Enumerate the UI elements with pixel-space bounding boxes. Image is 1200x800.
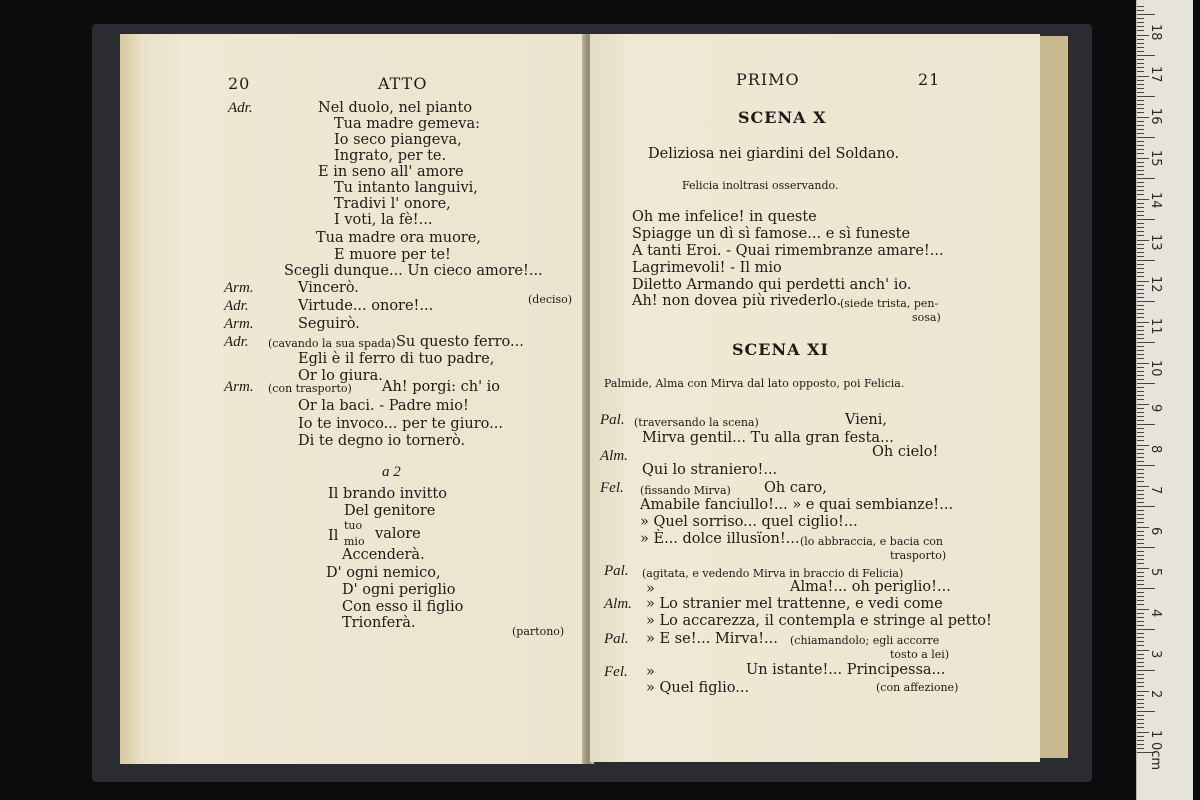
ruler-tick xyxy=(1137,522,1144,523)
ruler-tick xyxy=(1137,654,1144,655)
stage-direction: (fissando Mirva) xyxy=(640,484,731,497)
ruler-tick xyxy=(1137,358,1144,359)
verse-line: E muore per te! xyxy=(334,247,451,263)
ruler-tick xyxy=(1137,194,1144,195)
ruler-tick xyxy=(1137,350,1144,351)
ruler-tick xyxy=(1137,379,1144,380)
ruler-tick xyxy=(1137,572,1144,573)
ruler-tick xyxy=(1137,494,1144,495)
ruler-tick xyxy=(1137,457,1144,458)
verse-line: Tradivi l' onore, xyxy=(334,196,451,212)
duet-line: Del genitore xyxy=(344,503,436,519)
speaker: Adr. xyxy=(224,334,249,350)
verse-line: Mirva gentil... Tu alla gran festa... xyxy=(642,430,894,446)
ruler-tick xyxy=(1137,354,1144,355)
speaker: Arm. xyxy=(224,316,254,332)
ruler-tick xyxy=(1137,461,1144,462)
verse-line: E in seno all' amore xyxy=(318,164,464,180)
ruler-tick xyxy=(1137,531,1144,532)
ruler-number: 7 xyxy=(1148,486,1163,495)
ruler-tick xyxy=(1137,317,1144,318)
ruler-tick xyxy=(1137,736,1144,737)
ruler-tick xyxy=(1137,740,1144,741)
verse-line: Diletto Armando qui perdetti anch' io. xyxy=(632,277,912,293)
ruler-tick xyxy=(1137,744,1144,745)
ruler-number: 4 xyxy=(1148,609,1163,618)
ruler-tick xyxy=(1137,555,1144,556)
ruler-tick xyxy=(1137,514,1144,515)
stage-direction: Felicia inoltrasi osservando. xyxy=(682,179,839,192)
ruler-tick xyxy=(1137,686,1144,687)
ruler-tick xyxy=(1137,580,1144,581)
scene-title: SCENA XI xyxy=(732,340,829,359)
ruler-number: 10 xyxy=(1148,360,1163,377)
ruler-tick xyxy=(1137,186,1144,187)
verse-line: » Quel figlio... xyxy=(646,680,750,696)
ruler-tick xyxy=(1137,432,1144,433)
ruler-number: 15 xyxy=(1148,150,1163,167)
verse-line: Tua madre gemeva: xyxy=(334,116,480,132)
left-page xyxy=(120,34,585,764)
ruler-tick xyxy=(1137,563,1144,564)
stage-direction: (agitata, e vedendo Mirva in braccio di Felicia) xyxy=(642,567,904,580)
ruler-tick xyxy=(1137,395,1144,396)
verse-line: Tu intanto languivi, xyxy=(334,180,478,196)
ruler-tick xyxy=(1137,125,1144,126)
stage-direction: (lo abbraccia, e bacia con xyxy=(800,535,943,548)
stage-direction: (con affezione) xyxy=(876,681,959,694)
ruler-tick xyxy=(1137,227,1144,228)
ruler-tick xyxy=(1137,412,1144,413)
stage-direction: sosa) xyxy=(912,311,941,324)
ruler-tick xyxy=(1137,80,1144,81)
verse-line: Vieni, xyxy=(845,412,888,428)
ruler-tick xyxy=(1137,207,1144,208)
verse-line: Tua madre ora muore, xyxy=(316,230,481,246)
ruler-tick xyxy=(1137,633,1144,634)
verse-line: Or lo giura. xyxy=(298,368,383,384)
ruler-tick xyxy=(1137,551,1144,552)
ruler-tick xyxy=(1137,596,1144,597)
ruler-tick xyxy=(1137,18,1144,19)
ruler-tick xyxy=(1137,268,1144,269)
ruler-tick xyxy=(1137,108,1144,109)
ruler-number: 13 xyxy=(1148,234,1163,251)
ruler-tick xyxy=(1137,473,1144,474)
ruler-number: 1 xyxy=(1148,730,1163,739)
ruler-tick xyxy=(1137,203,1144,204)
ruler-tick xyxy=(1137,166,1144,167)
ruler-tick xyxy=(1137,190,1144,191)
ruler-tick xyxy=(1137,264,1144,265)
ruler-number: 16 xyxy=(1148,108,1163,125)
ruler-tick xyxy=(1137,289,1144,290)
ruler-tick xyxy=(1137,223,1144,224)
ruler-tick xyxy=(1137,30,1144,31)
ruler-tick xyxy=(1137,43,1144,44)
speaker: Alm. xyxy=(604,596,632,612)
ruler-tick xyxy=(1137,449,1144,450)
ruler-tick xyxy=(1137,375,1144,376)
ruler-tick xyxy=(1137,330,1144,331)
ruler-tick xyxy=(1137,518,1144,519)
ruler-tick xyxy=(1137,10,1144,11)
verse-line: Spiagge un dì sì famose... e sì funeste xyxy=(632,226,911,242)
duet-line: Il brando invitto xyxy=(328,486,447,502)
ruler-number: 9 xyxy=(1148,404,1163,413)
cast-list: Palmide, Alma con Mirva dal lato opposto, poi Felicia. xyxy=(604,377,905,390)
ruler-tick xyxy=(1137,600,1144,601)
ruler-tick xyxy=(1137,256,1144,257)
page-edges xyxy=(1040,36,1068,758)
ruler-tick xyxy=(1137,141,1144,142)
ruler-tick xyxy=(1137,543,1144,544)
ruler-tick xyxy=(1137,47,1144,48)
ruler-tick xyxy=(1137,182,1144,183)
verse-line: Scegli dunque... Un cieco amore!... xyxy=(284,263,543,279)
speaker: Adr. xyxy=(228,100,253,116)
speaker: Arm. xyxy=(224,379,254,395)
stage-direction: tosto a lei) xyxy=(890,648,950,661)
ruler-number: 14 xyxy=(1148,192,1163,209)
stage-direction: (cavando la sua spada) xyxy=(268,337,396,350)
ruler-number: 0cm xyxy=(1148,742,1163,771)
ruler-tick xyxy=(1137,211,1144,212)
ruler-tick xyxy=(1137,248,1144,249)
ruler-tick xyxy=(1137,63,1144,64)
ruler-tick xyxy=(1137,104,1144,105)
ruler-tick xyxy=(1137,272,1144,273)
ruler-tick xyxy=(1137,244,1144,245)
ruler-tick xyxy=(1137,297,1144,298)
ruler-tick xyxy=(1137,399,1144,400)
ruler-tick xyxy=(1137,121,1144,122)
ruler-tick xyxy=(1137,604,1144,605)
ruler-tick xyxy=(1137,592,1144,593)
ruler-number: 2 xyxy=(1148,690,1163,699)
verse-line: Io seco piangeva, xyxy=(334,132,462,148)
verse-line: Qui lo straniero!... xyxy=(642,462,778,478)
ruler-tick xyxy=(1137,621,1144,622)
ruler-tick xyxy=(1137,695,1144,696)
ruler-tick xyxy=(1137,88,1144,89)
ruler-tick xyxy=(1137,174,1144,175)
ruler-tick xyxy=(1137,453,1144,454)
ruler-tick xyxy=(1137,719,1144,720)
ruler-tick xyxy=(1137,305,1144,306)
ruler-tick xyxy=(1137,170,1144,171)
ruler-tick xyxy=(1137,326,1144,327)
ruler-tick xyxy=(1137,666,1144,667)
ruler-tick xyxy=(1137,153,1144,154)
verse-line: » Quel sorriso... quel ciglio!... xyxy=(640,514,858,530)
duet-line: D' ogni nemico, xyxy=(326,565,441,581)
ruler-tick xyxy=(1137,26,1144,27)
ruler-tick xyxy=(1137,436,1144,437)
ruler-tick xyxy=(1137,678,1144,679)
ruler-tick xyxy=(1137,408,1144,409)
ruler-tick xyxy=(1137,576,1144,577)
ruler-tick xyxy=(1137,276,1144,277)
ruler-tick xyxy=(1137,367,1144,368)
ruler-tick xyxy=(1137,309,1144,310)
stage-direction: (con trasporto) xyxy=(268,382,352,395)
duet-line: Il xyxy=(328,528,339,544)
duet-line: Con esso il figlio xyxy=(342,599,464,615)
ruler-tick xyxy=(1137,637,1144,638)
speaker: Pal. xyxy=(600,412,625,428)
verse-line: Io te invoco... per te giuro... xyxy=(298,416,503,432)
ruler-tick xyxy=(1137,559,1144,560)
ruler-number: 6 xyxy=(1148,527,1163,536)
ruler-tick xyxy=(1137,613,1144,614)
ruler-tick xyxy=(1137,92,1144,93)
ruler-tick xyxy=(1137,645,1144,646)
stage-direction: (traversando la scena) xyxy=(634,416,759,429)
duet-line: mio xyxy=(344,535,365,548)
duet-line: valore xyxy=(375,526,421,542)
ruler-tick xyxy=(1137,71,1144,72)
right-page xyxy=(590,34,1040,762)
ruler-tick xyxy=(1137,490,1144,491)
ruler-tick xyxy=(1137,67,1144,68)
ruler-tick xyxy=(1137,371,1144,372)
ruler-tick xyxy=(1137,477,1144,478)
page-number: 20 xyxy=(228,74,251,93)
ruler-tick xyxy=(1137,658,1144,659)
ruler-tick xyxy=(1137,416,1144,417)
ruler-tick xyxy=(1137,235,1144,236)
ruler-tick xyxy=(1137,100,1144,101)
ruler-number: 5 xyxy=(1148,568,1163,577)
ruler-number: 3 xyxy=(1148,650,1163,659)
verse-line: Ingrato, per te. xyxy=(334,148,447,164)
stage-direction: (siede trista, pen- xyxy=(840,297,939,310)
ruler-tick xyxy=(1137,96,1155,97)
verse-line: Egli è il ferro di tuo padre, xyxy=(298,351,495,367)
verse-line: » È... dolce illusïon!... xyxy=(640,531,800,547)
speaker: Adr. xyxy=(224,298,249,314)
ruler-tick xyxy=(1137,338,1144,339)
verse-line: Virtude... onore!... xyxy=(298,298,434,314)
verse-line: » E se!... Mirva!... xyxy=(646,631,778,647)
stage-direction: (chiamandolo; egli accorre xyxy=(790,634,940,647)
stage-direction: trasporto) xyxy=(890,549,947,562)
ruler-tick xyxy=(1137,387,1144,388)
verse-line: » Lo accarezza, il contempla e stringe al petto! xyxy=(646,613,992,629)
page-number: 21 xyxy=(918,70,941,89)
ruler-tick xyxy=(1137,162,1144,163)
stage-direction: (partono) xyxy=(512,625,565,638)
ruler-tick xyxy=(1137,59,1144,60)
ruler-tick xyxy=(1137,510,1144,511)
verse-line: Alma!... oh periglio!... xyxy=(790,579,951,595)
verse-line: Oh cielo! xyxy=(872,444,939,460)
ruler-tick xyxy=(1137,313,1144,314)
ruler-tick xyxy=(1137,703,1144,704)
ruler-tick xyxy=(1137,707,1144,708)
verse-line: Ah! non dovea più rivederlo. xyxy=(632,293,842,309)
duet-line: D' ogni periglio xyxy=(342,582,456,598)
verse-line: » Lo stranier mel trattenne, e vedi come xyxy=(646,596,943,612)
measuring-ruler xyxy=(1136,0,1193,800)
scene-setting: Deliziosa nei giardini del Soldano. xyxy=(648,146,900,162)
ruler-tick xyxy=(1137,723,1144,724)
ruler-tick xyxy=(1137,498,1144,499)
duet-heading: a 2 xyxy=(382,464,401,480)
ruler-tick xyxy=(1137,641,1144,642)
ruler-number: 8 xyxy=(1148,445,1163,454)
running-head: PRIMO xyxy=(736,70,800,89)
ruler-tick xyxy=(1137,84,1144,85)
ruler-tick xyxy=(1137,539,1144,540)
ruler-tick xyxy=(1137,215,1144,216)
speaker: Fel. xyxy=(604,664,628,680)
ruler-tick xyxy=(1137,285,1144,286)
ruler-tick xyxy=(1137,39,1144,40)
ruler-tick xyxy=(1137,6,1144,7)
ruler-tick xyxy=(1137,149,1144,150)
duet-line: tuo xyxy=(344,519,363,532)
ruler-tick xyxy=(1137,748,1144,749)
ruler-tick xyxy=(1137,682,1144,683)
verse-line: Di te degno io tornerò. xyxy=(298,433,466,449)
ruler-tick xyxy=(1137,428,1144,429)
verse-line: » xyxy=(646,581,655,597)
ruler-tick xyxy=(1137,231,1144,232)
verse-line: Lagrimevoli! - Il mio xyxy=(632,260,782,276)
speaker: Fel. xyxy=(600,480,624,496)
verse-line: » xyxy=(646,664,655,680)
verse-line: Seguirò. xyxy=(298,316,360,332)
verse-line: Oh caro, xyxy=(764,480,827,496)
ruler-tick xyxy=(1137,129,1144,130)
ruler-tick xyxy=(1137,584,1144,585)
ruler-tick xyxy=(1137,334,1144,335)
ruler-tick xyxy=(1137,252,1144,253)
verse-line: Nel duolo, nel pianto xyxy=(318,100,473,116)
ruler-tick xyxy=(1137,112,1144,113)
scene-title: SCENA X xyxy=(738,108,827,127)
speaker: Arm. xyxy=(224,280,254,296)
ruler-tick xyxy=(1137,715,1144,716)
ruler-number: 12 xyxy=(1148,276,1163,293)
ruler-tick xyxy=(1137,481,1144,482)
ruler-tick xyxy=(1137,145,1144,146)
ruler-tick xyxy=(1137,535,1144,536)
ruler-tick xyxy=(1137,133,1144,134)
ruler-tick xyxy=(1137,391,1144,392)
ruler-tick xyxy=(1137,625,1144,626)
ruler-number: 18 xyxy=(1148,24,1163,41)
ruler-tick xyxy=(1137,51,1144,52)
ruler-tick xyxy=(1137,662,1144,663)
ruler-tick xyxy=(1137,617,1144,618)
speaker: Pal. xyxy=(604,563,629,579)
ruler-number: 17 xyxy=(1148,66,1163,83)
verse-line: Un istante!... Principessa... xyxy=(746,662,946,678)
verse-line: A tanti Eroi. - Quai rimembranze amare!... xyxy=(632,243,944,259)
verse-line: Oh me infelice! in queste xyxy=(632,209,817,225)
ruler-tick xyxy=(1137,346,1144,347)
ruler-number: 11 xyxy=(1148,318,1163,335)
ruler-tick xyxy=(1137,14,1155,15)
ruler-tick xyxy=(1137,469,1144,470)
verse-line: Or la baci. - Padre mio! xyxy=(298,398,469,414)
stage-direction: (deciso) xyxy=(528,293,573,306)
running-head: ATTO xyxy=(378,74,428,93)
speaker: Alm. xyxy=(600,448,628,464)
ruler-tick xyxy=(1137,55,1155,56)
duet-line: Accenderà. xyxy=(342,547,425,563)
ruler-tick xyxy=(1137,293,1144,294)
duet-line: Trionferà. xyxy=(342,615,416,631)
ruler-tick xyxy=(1137,440,1144,441)
ruler-tick xyxy=(1137,22,1144,23)
ruler-tick xyxy=(1137,699,1144,700)
speaker: Pal. xyxy=(604,631,629,647)
ruler-tick xyxy=(1137,420,1144,421)
ruler-tick xyxy=(1137,502,1144,503)
ruler-tick xyxy=(1137,727,1144,728)
verse-line: Ah! porgi: ch' io xyxy=(382,379,501,395)
ruler-tick xyxy=(1137,674,1144,675)
verse-line: I voti, la fè!... xyxy=(334,212,433,228)
verse-line: Amabile fanciullo!... » e quai sembianze!... xyxy=(640,497,954,513)
verse-line: Su questo ferro... xyxy=(396,334,524,350)
verse-line: Vincerò. xyxy=(298,280,359,296)
